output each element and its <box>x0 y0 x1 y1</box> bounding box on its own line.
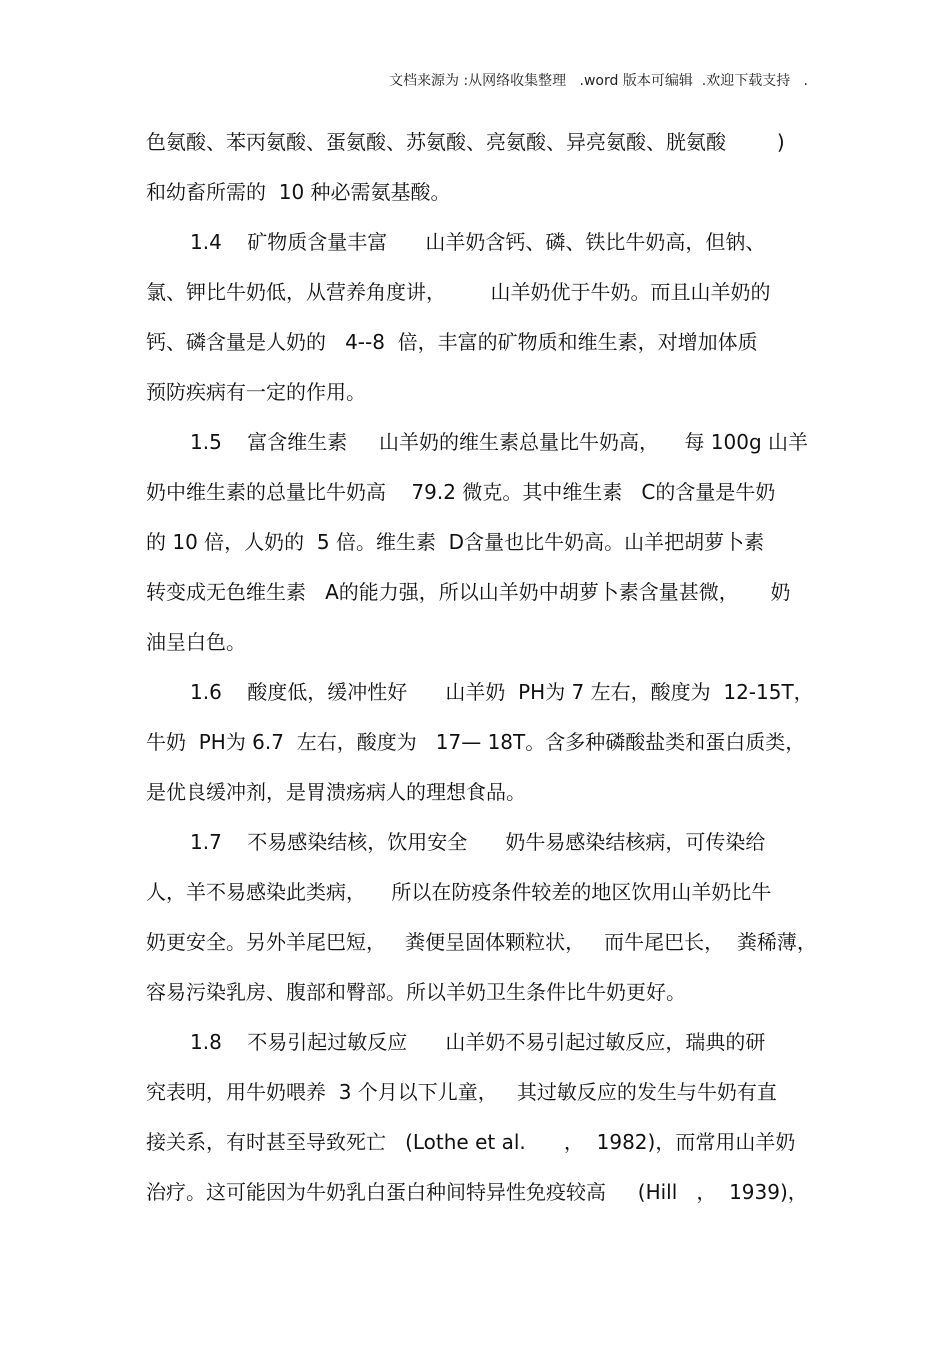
text-line: 究表明，用牛奶喂养 3 个月以下儿童， 其过敏反应的发生与牛奶有直 <box>146 1080 777 1104</box>
text-line: 的 10 倍，人奶的 5 倍。维生素 D含量也比牛奶高。山羊把胡萝卜素 <box>146 530 765 554</box>
text-line: 奶中维生素的总量比牛奶高 79.2 微克。其中维生素 C的含量是牛奶 <box>146 480 776 504</box>
section-heading-line: 1.6 酸度低，缓冲性好 山羊奶 PH为 7 左右，酸度为 12-15T， <box>190 680 814 704</box>
text-line: 人，羊不易感染此类病， 所以在防疫条件较差的地区饮用山羊奶比牛 <box>146 880 772 904</box>
text-line: 是优良缓冲剂，是胃溃疡病人的理想食品。 <box>146 780 526 804</box>
text-line: 接关系，有时甚至导致死亡 (Lothe et al. ， 1982)，而常用山羊奶 <box>146 1130 796 1154</box>
text-line: 氯、钾比牛奶低，从营养角度讲， 山羊奶优于牛奶。而且山羊奶的 <box>146 280 771 304</box>
section-heading-line: 1.5 富含维生素 山羊奶的维生素总量比牛奶高， 每 100g 山羊 <box>190 430 809 454</box>
text-line: 油呈白色。 <box>146 630 246 654</box>
section-heading-line: 1.8 不易引起过敏反应 山羊奶不易引起过敏反应，瑞典的研 <box>190 1030 766 1054</box>
text-line: 容易污染乳房、腹部和臀部。所以羊奶卫生条件比牛奶更好。 <box>146 980 686 1004</box>
text-line: 色氨酸、苯丙氨酸、蛋氨酸、苏氨酸、亮氨酸、异亮氨酸、胱氨酸 ) <box>146 130 785 154</box>
text-line: 预防疾病有一定的作用。 <box>146 380 366 404</box>
text-line: 奶更安全。另外羊尾巴短， 粪便呈固体颗粒状， 而牛尾巴长， 粪稀薄， <box>146 930 817 954</box>
text-line: 钙、磷含量是人奶的 4--8 倍，丰富的矿物质和维生素，对增加体质 <box>146 330 758 354</box>
section-heading-line: 1.4 矿物质含量丰富 山羊奶含钙、磷、铁比牛奶高，但钠、 <box>190 230 766 254</box>
text-line: 转变成无色维生素 A的能力强，所以山羊奶中胡萝卜素含量甚微， 奶 <box>146 580 791 604</box>
page-header-source-note: 文档来源为 :从网络收集整理 .word 版本可编辑 .欢迎下载支持 . <box>389 73 808 89</box>
text-line: 牛奶 PH为 6.7 左右，酸度为 17— 18T。含多种磷酸盐类和蛋白质类， <box>146 730 806 754</box>
text-line: 治疗。这可能因为牛奶乳白蛋白种间特异性免疫较高 (Hill ， 1939)， <box>146 1180 808 1204</box>
section-heading-line: 1.7 不易感染结核，饮用安全 奶牛易感染结核病，可传染给 <box>190 830 766 854</box>
text-line: 和幼畜所需的 10 种必需氨基酸。 <box>146 180 451 204</box>
